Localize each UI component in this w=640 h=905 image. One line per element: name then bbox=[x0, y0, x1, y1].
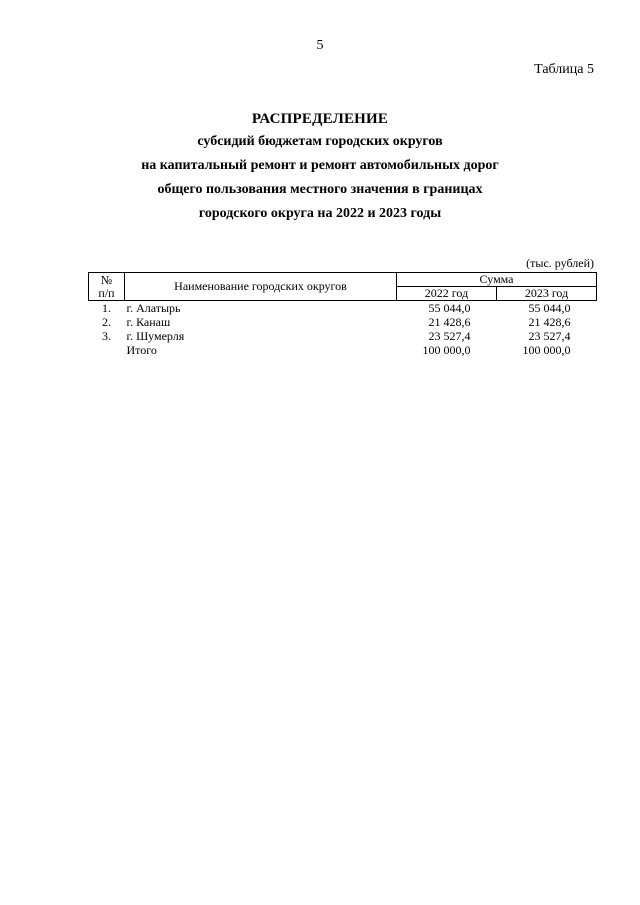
header-name: Наименование городских округов bbox=[125, 273, 397, 301]
title-line: городского округа на 2022 и 2023 годы bbox=[198, 206, 442, 221]
title-main: РАСПРЕДЕЛЕНИЕ bbox=[251, 111, 389, 127]
row-number: 1. bbox=[102, 301, 111, 315]
row-value-2023: 23 527,4 bbox=[528, 329, 571, 343]
total-value-2022: 100 000,0 bbox=[422, 343, 471, 357]
row-value-2023: 55 044,0 bbox=[528, 301, 571, 315]
header-number bbox=[89, 273, 125, 301]
title-line: общего пользования местного значения в границах bbox=[157, 182, 483, 197]
row-name: г. Шумерля bbox=[126, 329, 185, 343]
header-number-line2: п/п bbox=[98, 285, 115, 300]
distribution-table bbox=[88, 272, 597, 357]
row-value-2022: 21 428,6 bbox=[428, 315, 471, 329]
header-sum: Сумма bbox=[397, 273, 597, 287]
row-value-2022: 23 527,4 bbox=[428, 329, 471, 343]
total-number-cell bbox=[89, 343, 125, 357]
header-number-line1: № bbox=[100, 272, 113, 287]
row-number: 2. bbox=[102, 315, 111, 329]
total-label: Итого bbox=[126, 343, 157, 357]
header-year-2023: 2023 год bbox=[497, 287, 597, 301]
total-value-2023: 100 000,0 bbox=[522, 343, 571, 357]
total-row bbox=[89, 343, 597, 357]
row-number: 3. bbox=[102, 329, 111, 343]
table-label: Таблица 5 bbox=[534, 62, 594, 77]
row-value-2023: 21 428,6 bbox=[528, 315, 571, 329]
title-line: на капитальный ремонт и ремонт автомобильных дорог bbox=[141, 158, 499, 173]
row-name: г. Канаш bbox=[126, 315, 171, 329]
title-line: субсидий бюджетам городских округов bbox=[197, 134, 443, 149]
row-value-2022: 55 044,0 bbox=[428, 301, 471, 315]
row-name: г. Алатырь bbox=[126, 301, 181, 315]
units-label: (тыс. рублей) bbox=[526, 256, 594, 270]
document-title bbox=[0, 108, 640, 226]
table-row bbox=[89, 301, 597, 316]
table-row bbox=[89, 329, 597, 343]
header-year-2022: 2022 год bbox=[397, 287, 497, 301]
page-number: 5 bbox=[316, 38, 324, 53]
table-row bbox=[89, 315, 597, 329]
